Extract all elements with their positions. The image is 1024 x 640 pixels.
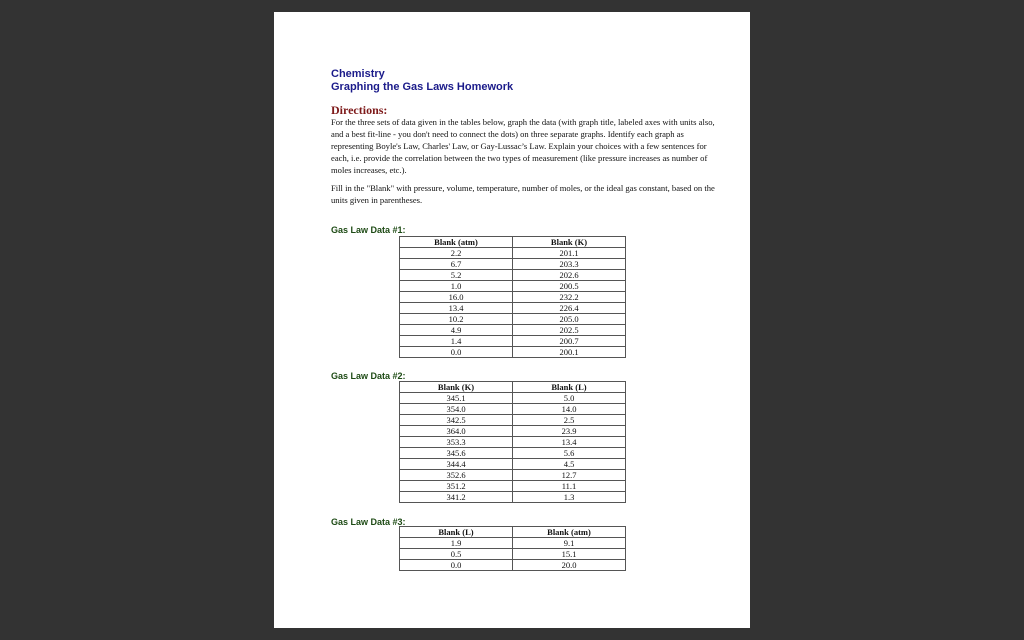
table-cell: 202.6 <box>513 270 626 281</box>
table-row <box>400 248 626 259</box>
table-cell: 200.1 <box>513 347 626 358</box>
table-row <box>400 404 626 415</box>
table-cell: 1.3 <box>513 492 626 503</box>
table-cell: 202.5 <box>513 325 626 336</box>
table-3-label: Gas Law Data #3: <box>331 517 406 527</box>
table-cell: 4.9 <box>400 325 513 336</box>
subject-heading: Chemistry <box>331 68 385 80</box>
table-cell: 13.4 <box>513 437 626 448</box>
table-row <box>400 492 626 503</box>
table-cell: 6.7 <box>400 259 513 270</box>
table-header-row <box>400 237 626 248</box>
table-cell: 341.2 <box>400 492 513 503</box>
table-cell: 23.9 <box>513 426 626 437</box>
gas-law-table-3 <box>399 526 626 571</box>
table-2-label: Gas Law Data #2: <box>331 371 406 381</box>
table-1-label: Gas Law Data #1: <box>331 225 406 235</box>
table-cell: 11.1 <box>513 481 626 492</box>
table-header-row <box>400 527 626 538</box>
table-cell: 5.2 <box>400 270 513 281</box>
column-header: Blank (atm) <box>513 527 626 538</box>
table-row <box>400 549 626 560</box>
table-cell: 12.7 <box>513 470 626 481</box>
table-cell: 9.1 <box>513 538 626 549</box>
column-header: Blank (K) <box>400 382 513 393</box>
table-cell: 10.2 <box>400 314 513 325</box>
table-row <box>400 470 626 481</box>
table-row <box>400 393 626 404</box>
table-cell: 226.4 <box>513 303 626 314</box>
table-cell: 353.3 <box>400 437 513 448</box>
table-cell: 342.5 <box>400 415 513 426</box>
table-cell: 364.0 <box>400 426 513 437</box>
table-cell: 1.4 <box>400 336 513 347</box>
directions-heading: Directions: <box>331 103 388 117</box>
table-cell: 354.0 <box>400 404 513 415</box>
table-cell: 345.6 <box>400 448 513 459</box>
table-row <box>400 538 626 549</box>
table-cell: 5.6 <box>513 448 626 459</box>
table-cell: 16.0 <box>400 292 513 303</box>
directions-paragraph: For the three sets of data given in the tables below, graph the data (with graph title, labeled axes with units also, and a best fit-line - you don't need to connect the dots) on three separate graphs. Identify each graph as representing Boyle's Law, Charles' Law, or Gay-Lussac’s Law. Explain your choices with a few sentences for each, i.e. provide the correlation between the two types of measurement (like pressure increases as number of moles increases, etc.). <box>331 117 715 175</box>
table-cell: 2.2 <box>400 248 513 259</box>
table-row <box>400 303 626 314</box>
table-cell: 5.0 <box>513 393 626 404</box>
fill-in-instructions: Fill in the "Blank" with pressure, volume, temperature, number of moles, or the ideal gas constant, based on the units given in parentheses. <box>331 183 715 205</box>
table-cell: 13.4 <box>400 303 513 314</box>
document-page <box>274 12 750 628</box>
table-cell: 1.9 <box>400 538 513 549</box>
gas-law-table-1 <box>399 236 626 358</box>
table-cell: 200.7 <box>513 336 626 347</box>
table-cell: 344.4 <box>400 459 513 470</box>
table-row <box>400 459 626 470</box>
table-cell: 0.0 <box>400 560 513 571</box>
table-cell: 1.0 <box>400 281 513 292</box>
column-header: Blank (K) <box>513 237 626 248</box>
table-row <box>400 281 626 292</box>
table-cell: 351.2 <box>400 481 513 492</box>
table-cell: 203.3 <box>513 259 626 270</box>
column-header: Blank (atm) <box>400 237 513 248</box>
table-cell: 20.0 <box>513 560 626 571</box>
column-header: Blank (L) <box>513 382 626 393</box>
table-row <box>400 437 626 448</box>
table-row <box>400 448 626 459</box>
document-header <box>331 68 513 94</box>
table-row <box>400 292 626 303</box>
table-row <box>400 314 626 325</box>
table-cell: 0.5 <box>400 549 513 560</box>
table-cell: 232.2 <box>513 292 626 303</box>
column-header: Blank (L) <box>400 527 513 538</box>
table-cell: 15.1 <box>513 549 626 560</box>
table-cell: 205.0 <box>513 314 626 325</box>
table-row <box>400 336 626 347</box>
table-row <box>400 426 626 437</box>
table-cell: 14.0 <box>513 404 626 415</box>
table-cell: 2.5 <box>513 415 626 426</box>
table-header-row <box>400 382 626 393</box>
table-cell: 201.1 <box>513 248 626 259</box>
table-row <box>400 347 626 358</box>
table-row <box>400 415 626 426</box>
table-row <box>400 270 626 281</box>
table-row <box>400 259 626 270</box>
table-cell: 200.5 <box>513 281 626 292</box>
table-row <box>400 481 626 492</box>
document-title: Graphing the Gas Laws Homework <box>331 81 514 93</box>
table-row <box>400 560 626 571</box>
table-row <box>400 325 626 336</box>
table-cell: 352.6 <box>400 470 513 481</box>
gas-law-table-2 <box>399 381 626 503</box>
table-cell: 0.0 <box>400 347 513 358</box>
table-cell: 4.5 <box>513 459 626 470</box>
table-cell: 345.1 <box>400 393 513 404</box>
